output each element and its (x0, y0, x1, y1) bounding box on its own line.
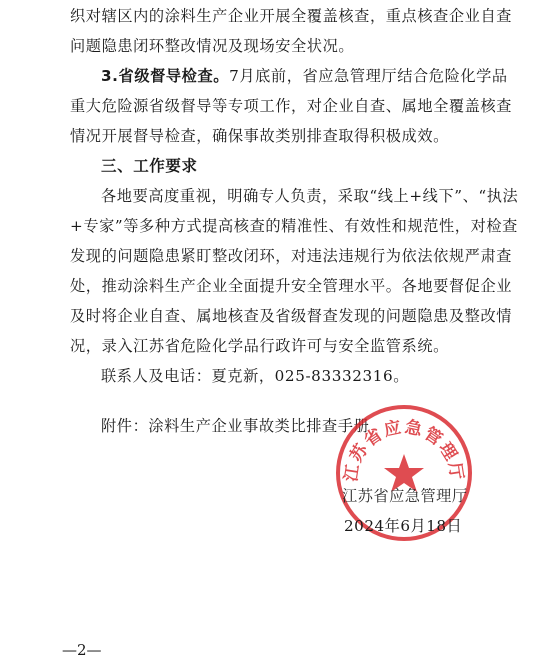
body-line: 织对辖区内的涂料生产企业开展全覆盖核查，重点核查企业自查 (70, 7, 513, 25)
body-line: 各地要高度重视，明确专人负责，采取“线上+线下”、“执法 (101, 187, 519, 205)
section-3-lead: 3.省级督导检查。 (101, 67, 230, 85)
attachment-line: 附件：涂料生产企业事故类比排查手册 (101, 417, 370, 435)
section-3-paragraph-start (101, 66, 508, 86)
body-line: 处，推动涂料生产企业全面提升安全管理水平。各地要督促企业 (70, 277, 513, 295)
svg-text:江苏省应急管理厅: 江苏省应急管理厅 (341, 417, 467, 483)
body-line: 况，录入江苏省危险化学品行政许可与安全监管系统。 (70, 337, 449, 355)
page-number: —2— (62, 641, 102, 659)
body-line: 重大危险源省级督导等专项工作，对企业自查、属地全覆盖核查 (70, 97, 513, 115)
issue-date: 2024年6月18日 (344, 517, 463, 535)
section-heading-requirements: 三、工作要求 (101, 157, 198, 175)
body-line: 情况开展督导检查，确保事故类别排查取得积极成效。 (70, 127, 449, 145)
contact-line: 联系人及电话：夏克新，025-83332316。 (101, 367, 410, 385)
body-line: +专家”等多种方式提高核查的精准性、有效性和规范性，对检查 (70, 217, 518, 235)
body-line: 问题隐患闭环整改情况及现场安全状况。 (70, 37, 355, 55)
issuer-signature: 江苏省应急管理厅 (342, 487, 468, 505)
body-line: 及时将企业自查、属地核查及省级督查发现的问题隐患及整改情 (70, 307, 513, 325)
body-line: 发现的问题隐患紧盯整改闭环，对违法违规行为依法依规严肃查 (70, 247, 513, 265)
section-3-text: 7月底前，省应急管理厅结合危险化学品 (229, 67, 508, 85)
